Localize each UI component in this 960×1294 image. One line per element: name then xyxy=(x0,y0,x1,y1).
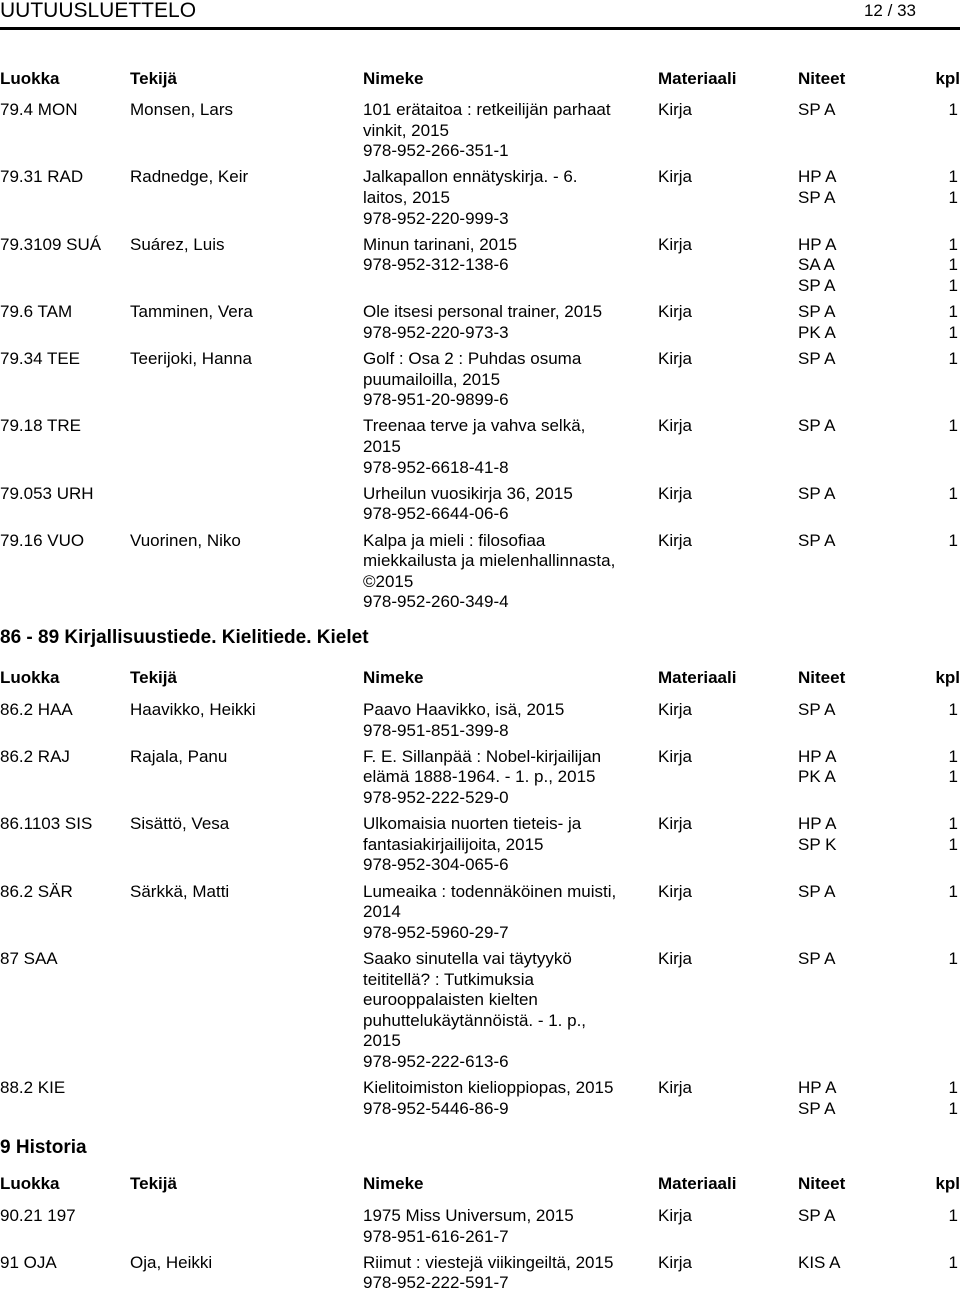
title-cell-line: Kalpa ja mieli : filosofiaa xyxy=(363,530,546,550)
copies-location-cell-line: SP A xyxy=(798,1098,836,1118)
count-cell-line: 1 xyxy=(948,530,958,550)
title-cell-line: teititellä? : Tutkimuksia xyxy=(363,969,535,989)
count-cell xyxy=(949,882,958,903)
title-cell-line: Minun tarinani, 2015 xyxy=(363,234,518,254)
copies-location-cell-line: SP A xyxy=(798,700,836,719)
material-cell-line: Kirja xyxy=(658,881,693,901)
title-cell-line: ©2015 xyxy=(363,571,414,591)
col-niteet: Niteet xyxy=(798,69,846,88)
page-number xyxy=(864,0,916,22)
title-cell-line: 978-952-5960-29-7 xyxy=(363,922,509,942)
count-cell-line: 1 xyxy=(948,1078,958,1098)
copies-location-cell xyxy=(798,302,836,343)
col-materiaali: Materiaali xyxy=(658,668,737,687)
title-cell-line: 2015 xyxy=(363,436,401,456)
count-cell-line: 1 xyxy=(948,100,958,119)
count-cell-line: 1 xyxy=(948,700,958,719)
count-cell xyxy=(949,349,958,370)
classification-cell-line: 79.3109 SUÁ xyxy=(0,234,102,254)
copies-location-cell xyxy=(798,531,836,552)
classification-cell xyxy=(0,1253,57,1274)
count-cell xyxy=(949,100,958,121)
title-cell-line: 978-952-6618-41-8 xyxy=(363,457,509,477)
copies-location-cell-line: KIS A xyxy=(798,1252,841,1272)
title-cell-line: Ulkomaisia nuorten tieteis- ja xyxy=(363,814,582,834)
author-cell xyxy=(130,882,229,903)
column-header xyxy=(0,69,960,91)
title-cell-line: Paavo Haavikko, isä, 2015 xyxy=(363,700,565,719)
title-cell-line: Riimut : viestejä viikingeiltä, 2015 xyxy=(363,1252,614,1272)
material-cell-line: Kirja xyxy=(658,349,693,368)
copies-location-cell-line: SP A xyxy=(798,187,836,207)
copies-location-cell-line: SP A xyxy=(798,881,836,901)
classification-cell xyxy=(0,235,101,256)
count-cell-line: 1 xyxy=(948,814,958,834)
count-cell-line: 1 xyxy=(948,302,958,322)
count-cell-line: 1 xyxy=(948,275,958,295)
title-cell-line: 978-952-5446-86-9 xyxy=(363,1098,509,1118)
material-cell xyxy=(658,235,692,256)
material-cell xyxy=(658,949,692,970)
classification-cell xyxy=(0,484,94,505)
copies-location-cell xyxy=(798,235,836,297)
material-cell-line: Kirja xyxy=(658,1252,693,1272)
author-cell-line: Rajala, Panu xyxy=(130,746,228,766)
classification-cell-line: 79.16 VUO xyxy=(0,530,85,550)
title-cell xyxy=(363,416,653,478)
material-cell-line: Kirja xyxy=(658,167,693,187)
title-cell-line: 2014 xyxy=(363,902,401,922)
col-luokka: Luokka xyxy=(0,668,60,687)
material-cell xyxy=(658,814,692,835)
title-cell-line: laitos, 2015 xyxy=(363,187,450,207)
col-niteet: Niteet xyxy=(798,668,846,687)
title-cell xyxy=(363,1253,653,1294)
copies-location-cell-line: PK A xyxy=(798,767,836,787)
copies-location-cell xyxy=(798,1206,836,1227)
count-cell-line: 1 xyxy=(948,1206,958,1225)
title-cell-line: 978-951-20-9899-6 xyxy=(363,390,509,410)
count-cell-line: 1 xyxy=(948,349,958,368)
author-cell xyxy=(130,700,256,721)
count-cell-line: 1 xyxy=(948,1098,958,1118)
author-cell xyxy=(130,349,252,370)
title-cell xyxy=(363,949,653,1073)
material-cell xyxy=(658,531,692,552)
author-cell-line: Haavikko, Heikki xyxy=(130,700,256,719)
title-cell-line: 978-952-304-065-6 xyxy=(363,855,509,875)
classification-cell xyxy=(0,949,58,970)
copies-location-cell xyxy=(798,349,836,370)
material-cell-line: Kirja xyxy=(658,949,693,968)
material-cell xyxy=(658,1078,692,1099)
title-cell-line: 1975 Miss Universum, 2015 xyxy=(363,1206,574,1225)
title-cell-line: Jalkapallon ennätyskirja. - 6. xyxy=(363,167,578,187)
count-cell-line: 1 xyxy=(948,767,958,787)
material-cell-line: Kirja xyxy=(658,700,693,719)
col-tekija: Tekijä xyxy=(130,668,177,687)
title-cell-line: fantasiakirjailijoita, 2015 xyxy=(363,834,544,854)
classification-cell xyxy=(0,167,83,188)
count-cell-line: 1 xyxy=(948,746,958,766)
page-current: 12 xyxy=(863,1,883,20)
material-cell xyxy=(658,167,692,188)
title-cell-line: 978-952-222-529-0 xyxy=(363,787,509,807)
page-total: 33 xyxy=(897,1,916,20)
count-cell-line: 1 xyxy=(948,834,958,854)
title-cell-line: 978-951-851-399-8 xyxy=(363,720,509,740)
material-cell xyxy=(658,484,692,505)
col-materiaali: Materiaali xyxy=(658,69,737,88)
copies-location-cell-line: SP A xyxy=(798,100,836,119)
title-cell xyxy=(363,349,653,411)
title-cell xyxy=(363,747,653,809)
author-cell-line: Vuorinen, Niko xyxy=(130,530,241,550)
count-cell-line: 1 xyxy=(948,1252,958,1272)
title-cell-line: Urheilun vuosikirja 36, 2015 xyxy=(363,483,573,503)
author-cell xyxy=(130,100,233,121)
copies-location-cell-line: HP A xyxy=(798,167,837,187)
material-cell xyxy=(658,747,692,768)
title-cell-line: elämä 1888-1964. - 1. p., 2015 xyxy=(363,767,596,787)
title-cell-line: Saako sinutella vai täytyykö xyxy=(363,949,572,968)
col-luokka: Luokka xyxy=(0,1174,60,1193)
author-cell xyxy=(130,1253,212,1274)
count-cell xyxy=(949,949,958,970)
copies-location-cell-line: SP A xyxy=(798,530,836,550)
author-cell xyxy=(130,167,248,188)
count-cell xyxy=(949,302,958,343)
copies-location-cell-line: SP K xyxy=(798,834,837,854)
count-cell-line: 1 xyxy=(948,416,958,436)
classification-cell-line: 79.053 URH xyxy=(0,483,94,503)
author-cell xyxy=(130,302,253,323)
col-nimeke: Nimeke xyxy=(363,668,424,687)
classification-cell-line: 79.34 TEE xyxy=(0,349,81,368)
col-kpl: kpl xyxy=(935,668,960,687)
count-cell xyxy=(949,235,958,297)
count-cell-line: 1 xyxy=(948,234,958,254)
copies-location-cell-line: SP A xyxy=(798,949,836,968)
classification-cell-line: 86.2 SÄR xyxy=(0,881,73,901)
material-cell-line: Kirja xyxy=(658,416,693,436)
title-cell xyxy=(363,531,653,613)
author-cell xyxy=(130,814,229,835)
count-cell xyxy=(949,814,958,855)
count-cell-line: 1 xyxy=(948,322,958,342)
title-cell xyxy=(363,302,653,343)
copies-location-cell-line: HP A xyxy=(798,746,837,766)
material-cell-line: Kirja xyxy=(658,302,693,322)
author-cell xyxy=(130,235,225,256)
page-title: UUTUUSLUETTELO xyxy=(0,0,197,22)
copies-location-cell xyxy=(798,1253,841,1274)
classification-cell-line: 87 SAA xyxy=(0,949,58,968)
classification-cell xyxy=(0,1078,65,1099)
count-cell xyxy=(949,1078,958,1119)
material-cell xyxy=(658,349,692,370)
copies-location-cell-line: SA A xyxy=(798,255,835,275)
material-cell-line: Kirja xyxy=(658,746,693,766)
col-kpl: kpl xyxy=(935,1174,960,1193)
classification-cell xyxy=(0,100,77,121)
title-cell-line: 978-952-6644-06-6 xyxy=(363,504,509,524)
title-cell xyxy=(363,700,653,741)
material-cell-line: Kirja xyxy=(658,814,693,834)
material-cell xyxy=(658,700,692,721)
count-cell xyxy=(949,416,958,437)
classification-cell xyxy=(0,747,70,768)
title-cell-line: puumailoilla, 2015 xyxy=(363,369,501,389)
count-cell-line: 1 xyxy=(948,255,958,275)
title-cell xyxy=(363,484,653,525)
col-kpl: kpl xyxy=(935,69,960,88)
col-nimeke: Nimeke xyxy=(363,69,424,88)
copies-location-cell-line: HP A xyxy=(798,234,837,254)
classification-cell xyxy=(0,882,73,903)
author-cell-line: Suárez, Luis xyxy=(130,234,225,254)
section-heading: 86 - 89 Kirjallisuustiede. Kielitiede. Kielet xyxy=(0,627,369,648)
title-cell-line: vinkit, 2015 xyxy=(363,120,449,140)
copies-location-cell xyxy=(798,1078,836,1119)
classification-cell xyxy=(0,349,80,370)
title-cell-line: Kielitoimiston kielioppiopas, 2015 xyxy=(363,1078,614,1098)
title-cell-line: Lumeaika : todennäköinen muisti, xyxy=(363,881,617,901)
title-cell-line: 978-952-222-591-7 xyxy=(363,1273,509,1293)
author-cell-line: Tamminen, Vera xyxy=(130,302,253,322)
title-cell xyxy=(363,1078,653,1119)
material-cell xyxy=(658,1206,692,1227)
title-cell-line: puhuttelukäytännöistä. - 1. p., xyxy=(363,1010,587,1030)
count-cell xyxy=(949,700,958,721)
count-cell xyxy=(949,167,958,208)
author-cell-line: Särkkä, Matti xyxy=(130,881,230,901)
copies-location-cell-line: SP A xyxy=(798,349,836,368)
title-cell-line: eurooppalaisten kielten xyxy=(363,990,538,1010)
count-cell-line: 1 xyxy=(948,187,958,207)
copies-location-cell-line: HP A xyxy=(798,1078,837,1098)
title-cell-line: 978-951-616-261-7 xyxy=(363,1226,509,1246)
col-nimeke: Nimeke xyxy=(363,1174,424,1193)
title-rule xyxy=(0,27,960,30)
copies-location-cell xyxy=(798,747,836,788)
classification-cell xyxy=(0,531,84,552)
title-cell xyxy=(363,235,653,276)
title-cell-line: Treenaa terve ja vahva selkä, xyxy=(363,416,586,436)
author-cell xyxy=(130,747,227,768)
copies-location-cell-line: SP A xyxy=(798,275,836,295)
classification-cell-line: 86.2 RAJ xyxy=(0,746,70,766)
classification-cell-line: 86.1103 SIS xyxy=(0,814,93,834)
material-cell-line: Kirja xyxy=(658,483,693,503)
author-cell-line: Radnedge, Keir xyxy=(130,167,249,187)
count-cell xyxy=(949,531,958,552)
author-cell-line: Sisättö, Vesa xyxy=(130,814,230,834)
col-tekija: Tekijä xyxy=(130,1174,177,1193)
author-cell-line: Monsen, Lars xyxy=(130,100,233,119)
copies-location-cell-line: SP A xyxy=(798,416,836,436)
classification-cell xyxy=(0,302,72,323)
section-heading: 9 Historia xyxy=(0,1137,87,1158)
classification-cell xyxy=(0,1206,76,1227)
title-cell xyxy=(363,1206,653,1247)
copies-location-cell-line: SP A xyxy=(798,302,836,322)
col-luokka: Luokka xyxy=(0,69,60,88)
material-cell-line: Kirja xyxy=(658,234,693,254)
copies-location-cell-line: PK A xyxy=(798,322,836,342)
count-cell xyxy=(949,1253,958,1274)
count-cell-line: 1 xyxy=(948,949,958,968)
count-cell-line: 1 xyxy=(948,483,958,503)
material-cell-line: Kirja xyxy=(658,1206,693,1225)
title-cell xyxy=(363,167,653,229)
classification-cell xyxy=(0,700,73,721)
title-cell xyxy=(363,882,653,944)
title-cell xyxy=(363,100,653,162)
column-header xyxy=(0,1174,960,1196)
title-cell-line: 978-952-260-349-4 xyxy=(363,592,509,612)
classification-cell-line: 79.6 TAM xyxy=(0,302,73,322)
material-cell xyxy=(658,1253,692,1274)
classification-cell-line: 86.2 HAA xyxy=(0,700,73,719)
copies-location-cell xyxy=(798,814,836,855)
material-cell xyxy=(658,302,692,323)
author-cell-line: Oja, Heikki xyxy=(130,1252,213,1272)
page-separator: / xyxy=(887,1,893,20)
material-cell-line: Kirja xyxy=(658,100,693,119)
material-cell-line: Kirja xyxy=(658,1078,693,1098)
title-cell xyxy=(363,814,653,876)
col-tekija: Tekijä xyxy=(130,69,177,88)
copies-location-cell xyxy=(798,484,836,505)
title-cell-line: 101 erätaitoa : retkeilijän parhaat xyxy=(363,100,611,119)
classification-cell-line: 79.4 MON xyxy=(0,100,78,119)
title-cell-line: F. E. Sillanpää : Nobel-kirjailijan xyxy=(363,746,602,766)
author-cell-line: Teerijoki, Hanna xyxy=(130,349,252,368)
count-cell xyxy=(949,747,958,788)
classification-cell xyxy=(0,814,92,835)
copies-location-cell-line: HP A xyxy=(798,814,837,834)
author-cell xyxy=(130,531,241,552)
col-materiaali: Materiaali xyxy=(658,1174,737,1193)
title-cell-line: 978-952-220-973-3 xyxy=(363,322,509,342)
col-niteet: Niteet xyxy=(798,1174,846,1193)
material-cell xyxy=(658,882,692,903)
classification-cell-line: 79.18 TRE xyxy=(0,416,81,436)
material-cell-line: Kirja xyxy=(658,530,693,550)
material-cell xyxy=(658,416,692,437)
copies-location-cell xyxy=(798,100,836,121)
classification-cell-line: 79.31 RAD xyxy=(0,167,84,187)
title-cell-line: 978-952-222-613-6 xyxy=(363,1051,509,1071)
count-cell xyxy=(949,484,958,505)
title-cell-line: miekkailusta ja mielenhallinnasta, xyxy=(363,551,616,571)
title-cell-line: 2015 xyxy=(363,1031,401,1051)
classification-cell-line: 90.21 197 xyxy=(0,1206,76,1225)
title-cell-line: 978-952-266-351-1 xyxy=(363,141,509,161)
title-cell-line: 978-952-220-999-3 xyxy=(363,208,509,228)
copies-location-cell xyxy=(798,882,836,903)
classification-cell-line: 88.2 KIE xyxy=(0,1078,66,1098)
copies-location-cell-line: SP A xyxy=(798,483,836,503)
material-cell xyxy=(658,100,692,121)
column-header xyxy=(0,668,960,690)
count-cell xyxy=(949,1206,958,1227)
count-cell-line: 1 xyxy=(948,167,958,187)
copies-location-cell xyxy=(798,700,836,721)
title-cell-line: Golf : Osa 2 : Puhdas osuma xyxy=(363,349,582,368)
copies-location-cell xyxy=(798,416,836,437)
copies-location-cell xyxy=(798,949,836,970)
count-cell-line: 1 xyxy=(948,881,958,901)
title-cell-line: 978-952-312-138-6 xyxy=(363,255,509,275)
copies-location-cell xyxy=(798,167,836,208)
classification-cell-line: 91 OJA xyxy=(0,1252,57,1272)
title-cell-line: Ole itsesi personal trainer, 2015 xyxy=(363,302,603,322)
copies-location-cell-line: SP A xyxy=(798,1206,836,1225)
classification-cell xyxy=(0,416,81,437)
